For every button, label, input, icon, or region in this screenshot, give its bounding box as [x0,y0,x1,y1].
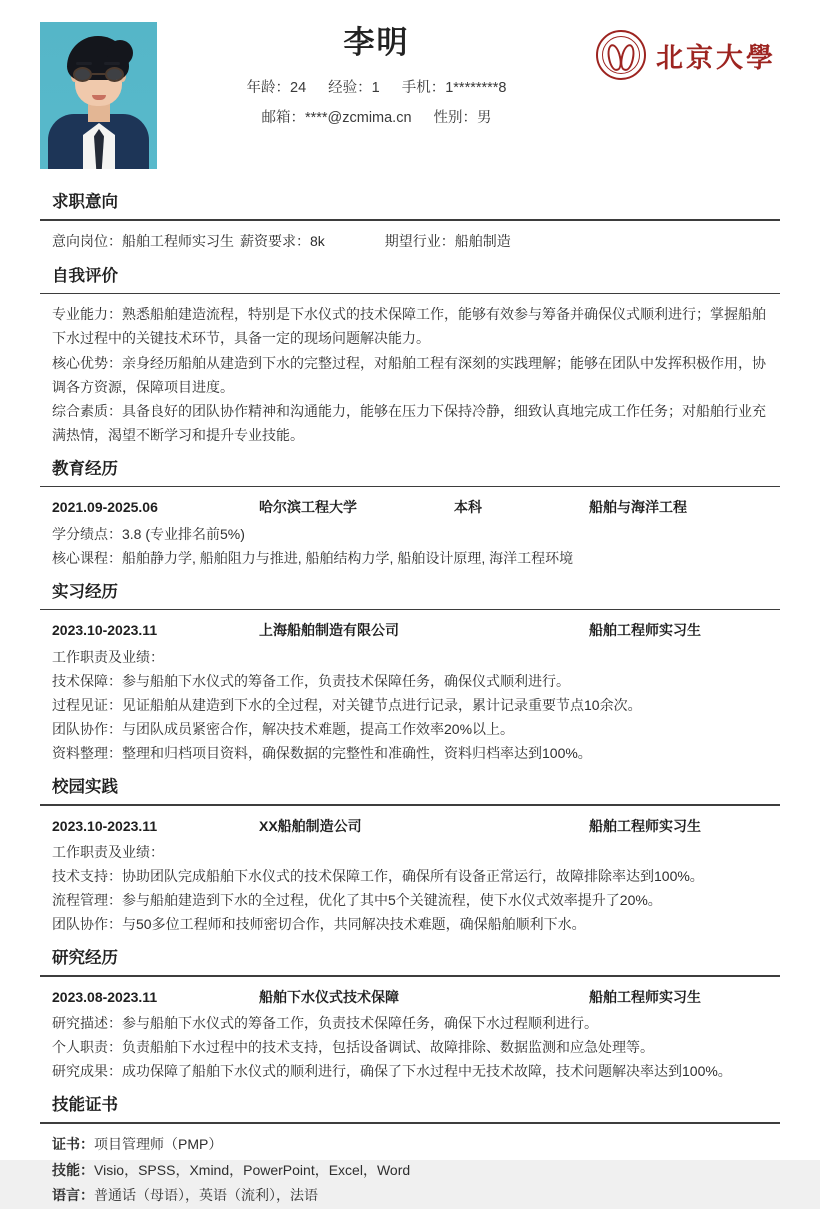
resume-header [40,0,780,180]
section-skills-certificates [40,1085,780,1209]
education-major: 船舶与海洋工程 [589,499,687,516]
internship-subtitle: 工作职责及业绩： [52,648,164,665]
language-label: 语言： [52,1187,94,1204]
university-name: 北京大學 [656,42,776,74]
self-evaluation-paragraph: 专业能力：熟悉船舶建造流程，特别是下水仪式的技术保障工作，能够有效参与筹备并确保仪式顺利进行；掌握船舶下水过程中的关键技术环节，具备一定的现场问题解决能力。 [52,306,766,347]
internship-bullet: 资料整理：整理和归档项目资料，确保数据的完整性和准确性，资料归档率达到100%。 [52,744,592,761]
campus-subtitle: 工作职责及业绩： [52,843,164,860]
research-bullet: 个人职责：负责船舶下水过程中的技术支持，包括设备调试、故障排除、数据监测和应急处理等。 [52,1038,654,1055]
research-role: 船舶工程师实习生 [589,988,701,1005]
section-education [40,449,780,570]
internship-row [52,618,768,643]
phone-value: 1********8 [445,80,507,97]
education-courses-label: 核心课程： [52,549,122,566]
education-degree: 本科 [454,499,482,516]
gender-value: 男 [477,110,492,127]
education-school: 哈尔滨工程大学 [259,499,357,516]
phone-label: 手机： [401,80,446,97]
section-body-education [40,487,780,569]
campus-company: XX船舶制造公司 [259,817,362,834]
internship-role: 船舶工程师实习生 [589,622,701,639]
section-title-campus-practice: 校园实践 [52,777,118,796]
section-body-campus-practice [40,806,780,937]
education-courses-value: 船舶静力学, 船舶阻力与推进, 船舶结构力学, 船舶设计原理, 海洋工程环境 [122,549,574,566]
skill-label: 技能： [52,1161,94,1178]
contact-line-2 [157,106,596,127]
section-job-intent [40,182,780,254]
certificate-line [52,1132,768,1158]
email-value: ****@zcmima.cn [304,110,412,127]
education-date: 2021.09-2025.06 [52,499,158,516]
intent-industry-label: 期望行业： [384,232,455,249]
internship-bullet: 技术保障：参与船舶下水仪式的筹备工作，负责技术保障任务，确保仪式顺利进行。 [52,672,570,689]
section-body-research [40,977,780,1083]
section-title-research: 研究经历 [52,949,118,968]
section-title-self-evaluation: 自我评价 [52,266,118,285]
research-bullet: 研究描述：参与船舶下水仪式的筹备工作，负责技术保障任务，确保下水过程顺利进行。 [52,1014,598,1031]
intent-position-label: 意向岗位： [52,232,122,249]
candidate-name: 李明 [343,25,410,60]
education-courses [52,546,768,570]
certificate-value: 项目管理师（PMP） [94,1135,223,1152]
gender-label: 性别： [433,110,478,127]
photo-eyebrow-left [76,62,92,65]
section-body-internship [40,610,780,765]
campus-date: 2023.10-2023.11 [52,817,158,834]
peking-university-seal-icon [596,30,646,80]
research-date: 2023.08-2023.11 [52,988,158,1005]
age-value: 24 [290,80,307,97]
education-gpa-value: 3.8 (专业排名前5%) [122,525,245,542]
section-body-self-evaluation [40,294,780,446]
internship-bullet: 团队协作：与团队成员紧密合作，解决技术难题，提高工作效率20%以上。 [52,720,515,737]
education-gpa [52,522,768,546]
section-title-skills-certificates: 技能证书 [52,1096,118,1115]
photo-eyebrow-right [104,62,120,65]
language-line [52,1183,768,1209]
section-title-education: 教育经历 [52,459,118,478]
internship-bullet: 过程见证：见证船舶从建造到下水的全过程，对关键节点进行记录，累计记录重要节点10余次。 [52,696,642,713]
language-value: 普通话（母语），英语（流利），法语 [94,1187,318,1204]
intent-salary-label: 薪资要求： [240,232,310,249]
section-body-skills-certificates [40,1124,780,1209]
certificate-label: 证书： [52,1135,94,1152]
section-title-internship: 实习经历 [52,582,118,601]
internship-date: 2023.10-2023.11 [52,622,158,639]
skill-value: Visio，SPSS，Xmind，PowerPoint，Excel，Word [94,1161,411,1178]
campus-bullet: 流程管理：参与船舶建造到下水的全过程，优化了其中5个关键流程，使下水仪式效率提升了20%。 [52,891,662,908]
skill-line [52,1158,768,1184]
age-label: 年龄： [246,80,290,97]
campus-bullet: 技术支持：协助团队完成船舶下水仪式的技术保障工作，确保所有设备正常运行，故障排除率达到100%。 [52,867,704,884]
photo-glasses [73,67,124,82]
campus-role: 船舶工程师实习生 [589,817,701,834]
section-self-evaluation [40,256,780,447]
experience-label: 经验： [328,80,372,97]
section-body-job-intent [40,221,780,254]
section-research [40,938,780,1083]
profile-photo [40,22,157,169]
self-evaluation-paragraph: 核心优势：亲身经历船舶从建造到下水的完整过程，对船舶工程有深刻的实践理解；能够在团队中发挥积极作用，协调各方资源，保障项目进度。 [52,354,766,395]
intent-salary-value: 8k [310,232,325,249]
campus-row [52,814,768,839]
research-row [52,985,768,1010]
experience-value: 1 [371,80,380,97]
research-project: 船舶下水仪式技术保障 [259,988,399,1005]
contact-line-1 [157,76,596,97]
header-center [157,0,596,127]
section-title-job-intent: 求职意向 [52,193,118,211]
self-evaluation-paragraph: 综合素质：具备良好的团队协作精神和沟通能力，能够在压力下保持冷静，细致认真地完成工作任务；对船舶行业充满热情，渴望不断学习和提升专业技能。 [52,402,766,443]
email-label: 邮箱： [261,110,305,127]
intent-industry-value: 船舶制造 [454,232,511,249]
internship-company: 上海船舶制造有限公司 [259,622,399,639]
intent-row [52,229,768,254]
university-logo [596,0,780,80]
section-internship [40,572,780,765]
education-row [52,495,768,520]
research-bullet: 研究成果：成功保障了船舶下水仪式的顺利进行，确保了下水过程中无技术故障，技术问题解决率达到100%。 [52,1062,732,1079]
intent-position-value: 船舶工程师实习生 [122,232,234,249]
section-campus-practice [40,767,780,936]
campus-bullet: 团队协作：与50多位工程师和技师密切合作，共同解决技术难题，确保船舶顺利下水。 [52,915,586,932]
education-gpa-label: 学分绩点： [52,525,122,542]
